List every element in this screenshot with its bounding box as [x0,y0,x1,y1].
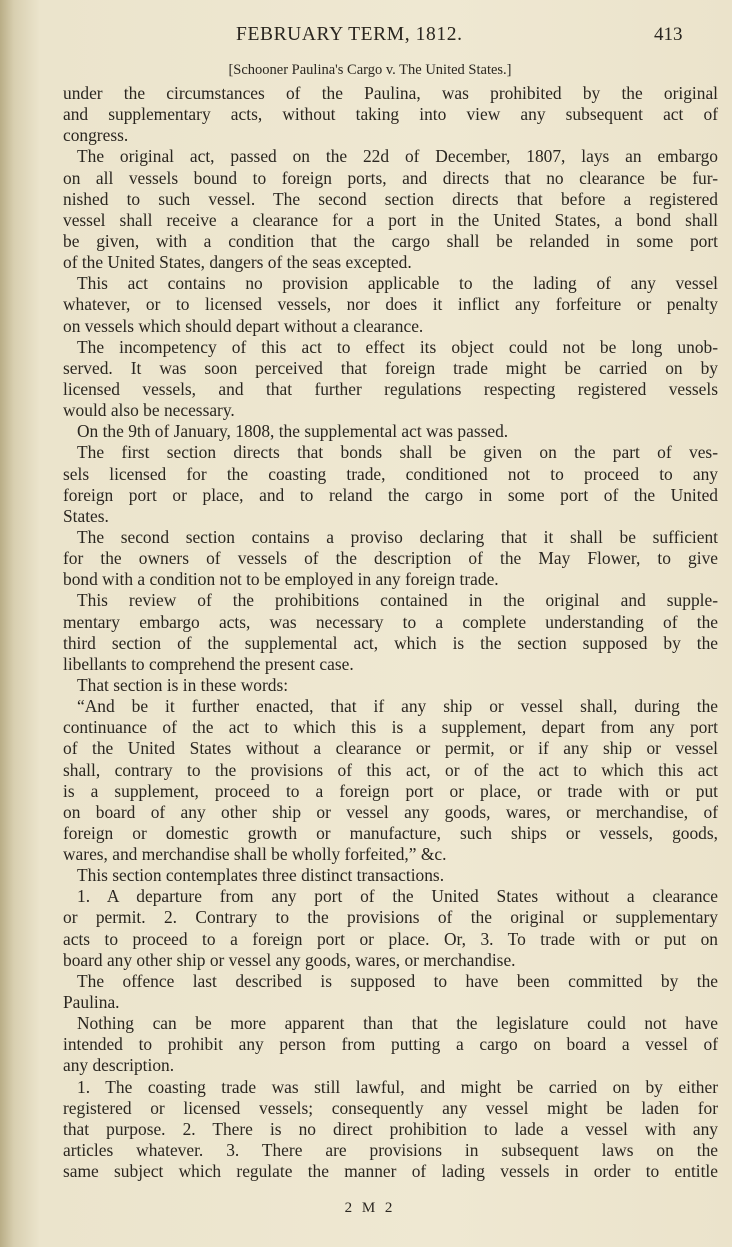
case-title: [Schooner Paulina's Cargo v. The United States.] [228,62,512,78]
paragraph [63,146,718,273]
text-line: The second section contains a proviso declaring that it shall be sufficient [77,526,718,547]
page-header [0,24,732,48]
text-line: This act contains no provision applicable to the lading of any vessel [77,273,718,294]
text-line: mentary embargo acts, was necessary to a complete understanding of the [63,611,718,632]
text-line: shall, contrary to the provisions of this act, or of the act to which this act [63,759,718,780]
text-line: sels licensed for the coasting trade, conditioned not to proceed to any [63,463,718,484]
text-line: libellants to comprehend the present case. [63,653,354,674]
text-line: bond with a condition not to be employed in any foreign trade. [63,569,499,590]
text-line: third section of the supplemental act, which is the section supposed by the [63,632,718,653]
text-line: This review of the prohibitions contained in the original and supple- [77,590,718,611]
paragraph [63,696,718,865]
text-line: wares, and merchandise shall be wholly forfeited,” &c. [63,844,447,865]
paragraph [63,865,718,886]
text-line: registered or licensed vessels; consequently any vessel might be laden for [63,1097,718,1118]
text-line: 1. The coasting trade was still lawful, and might be carried on by either [77,1076,718,1097]
text-line: for the owners of vessels of the description of the May Flower, to give [63,548,718,569]
paragraph [63,527,718,590]
paragraph [63,337,718,422]
text-line: would also be necessary. [63,400,235,421]
text-line: foreign port or place, and to reland the cargo in some port of the United [63,484,718,505]
paragraph [63,83,718,146]
text-line: whatever, or to licensed vessels, nor does it inflict any forfeiture or penalty [63,294,718,315]
paragraph [63,886,718,971]
paragraph [63,442,718,527]
text-line: The incompetency of this act to effect its object could not be long unob- [77,336,718,357]
text-line: The first section directs that bonds shall be given on the part of ves- [77,442,718,463]
page-number: 413 [654,24,683,45]
text-line: congress. [63,125,129,146]
text-line: and supplementary acts, without taking into view any subsequent act of [63,104,718,125]
paragraph [63,1077,718,1183]
text-line: licensed vessels, and that further regulations respecting registered vessels [63,378,718,399]
text-line: nished to such vessel. The second section directs that before a registered [63,188,718,209]
text-line: continuance of the act to which this is a supplement, depart from any port [63,717,718,738]
text-line: be given, with a condition that the cargo shall be relanded in some port [63,230,718,251]
text-line: This section contemplates three distinct transactions. [77,865,445,886]
text-line: on board of any other ship or vessel any goods, wares, or merchandise, of [63,801,718,822]
text-line: foreign or domestic growth or manufacture, such ships or vessels, goods, [63,822,718,843]
text-line: 1. A departure from any port of the United States without a clearance [77,886,718,907]
text-line: That section is in these words: [77,674,289,695]
text-line: that purpose. 2. There is no direct prohibition to lade a vessel with any [63,1118,718,1139]
text-line: States. [63,505,109,526]
text-line: or permit. 2. Contrary to the provisions of the original or supplementary [63,907,718,928]
text-line: of the United States, dangers of the seas excepted. [63,252,412,273]
text-line: is a supplement, proceed to a foreign port or place, or trade with or put [63,780,718,801]
text-line: On the 9th of January, 1808, the supplemental act was passed. [77,421,509,442]
text-line: The original act, passed on the 22d of December, 1807, lays an embargo [77,146,718,167]
running-title: FEBRUARY TERM, 1812. [236,24,463,45]
paragraph [63,421,718,442]
text-line: acts to proceed to a foreign port or place. Or, 3. To trade with or put on [63,928,718,949]
text-line: board any other ship or vessel any goods, wares, or merchandise. [63,949,516,970]
text-line: The offence last described is supposed to have been committed by the [77,970,718,991]
text-line: “And be it further enacted, that if any ship or vessel shall, during the [77,696,718,717]
text-line: served. It was soon perceived that foreign trade might be carried on by [63,357,718,378]
paragraph [63,675,718,696]
text-line: on vessels which should depart without a clearance. [63,315,424,336]
text-line: same subject which regulate the manner of lading vessels in order to entitle [63,1161,718,1182]
signature-mark: 2 M 2 [344,1200,396,1216]
text-line: under the circumstances of the Paulina, was prohibited by the original [63,83,718,103]
text-line: Nothing can be more apparent than that the legislature could not have [77,1013,718,1034]
paragraph [63,1013,718,1076]
text-line: on all vessels bound to foreign ports, and directs that no clearance be fur- [63,167,718,188]
text-line: Paulina. [63,992,120,1013]
text-line: vessel shall receive a clearance for a port in the United States, a bond shall [63,209,718,230]
text-line: any description. [63,1055,175,1076]
paragraph [63,590,718,675]
text-line: intended to prohibit any person from putting a cargo on board a vessel of [63,1034,718,1055]
paragraph [63,273,718,336]
text-line: articles whatever. 3. There are provisions in subsequent laws on the [63,1140,718,1161]
paragraph [63,971,718,1013]
body-text [63,83,718,1182]
text-line: of the United States without a clearance or permit, or if any ship or vessel [63,738,718,759]
